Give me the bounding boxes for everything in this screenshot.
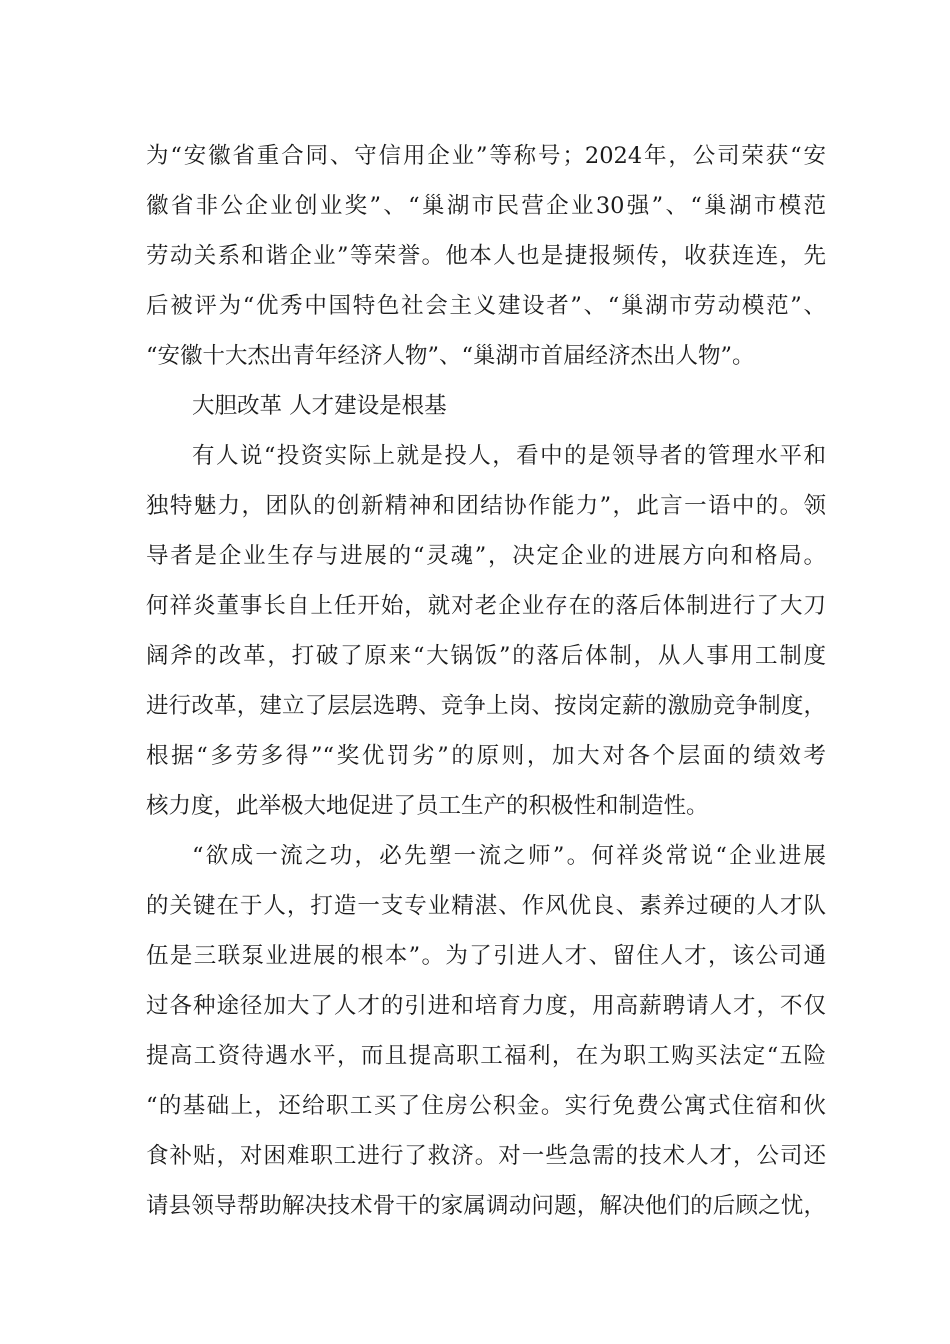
paragraph: [146, 831, 826, 1231]
text-line: 独特魅力，团队的创新精神和团结协作能力”，此言一语中的。领: [146, 493, 826, 519]
text-line: 进行改革，建立了层层选聘、竞争上岗、按岗定薪的激励竞争制度，: [146, 693, 826, 719]
text-line: 有人说“投资实际上就是投人，看中的是领导者的管理水平和: [192, 443, 826, 469]
text-line: 导者是企业生存与进展的“灵魂”，决定企业的进展方向和格局。: [146, 543, 826, 569]
section-heading: [146, 381, 826, 431]
text-line: 后被评为“优秀中国特色社会主义建设者”、“巢湖市劳动模范”、: [146, 293, 826, 319]
text-line: 食补贴，对困难职工进行了救济。对一些急需的技术人才，公司还: [146, 1143, 826, 1169]
text-line: 过各种途径加大了人才的引进和培育力度，用高薪聘请人才，不仅: [146, 993, 826, 1019]
text-line: “的基础上，还给职工买了住房公积金。实行免费公寓式住宿和伙: [146, 1093, 826, 1119]
text-line: “欲成一流之功，必先塑一流之师”。何祥炎常说“企业进展: [192, 843, 826, 869]
heading-text: 大胆改革 人才建设是根基: [192, 393, 447, 419]
text-line: 为“安徽省重合同、守信用企业”等称号；2024年，公司荣获“安: [146, 143, 826, 169]
document-body: [146, 131, 826, 1231]
paragraph: [146, 431, 826, 831]
text-line: 徽省非公企业创业奖”、“巢湖市民营企业30强”、“巢湖市模范: [146, 193, 826, 219]
text-line: 阔斧的改革，打破了原来“大锅饭”的落后体制，从人事用工制度: [146, 643, 826, 669]
text-line: 何祥炎董事长自上任开始，就对老企业存在的落后体制进行了大刀: [146, 593, 826, 619]
text-line: 提高工资待遇水平，而且提高职工福利，在为职工购买法定“五险: [146, 1043, 826, 1069]
text-line: 根据“多劳多得”“奖优罚劣”的原则，加大对各个层面的绩效考: [146, 743, 826, 769]
text-line: 伍是三联泵业进展的根本”。为了引进人才、留住人才，该公司通: [146, 943, 826, 969]
text-line: 劳动关系和谐企业”等荣誉。他本人也是捷报频传，收获连连，先: [146, 243, 826, 269]
text-line: 核力度，此举极大地促进了员工生产的积极性和制造性。: [146, 793, 709, 819]
text-line: 请县领导帮助解决技术骨干的家属调动问题，解决他们的后顾之忧，: [146, 1193, 826, 1219]
paragraph: [146, 131, 826, 381]
text-line: “安徽十大杰出青年经济人物”、“巢湖市首届经济杰出人物”。: [146, 343, 755, 369]
text-line: 的关键在于人，打造一支专业精湛、作风优良、素养过硬的人才队: [146, 893, 826, 919]
